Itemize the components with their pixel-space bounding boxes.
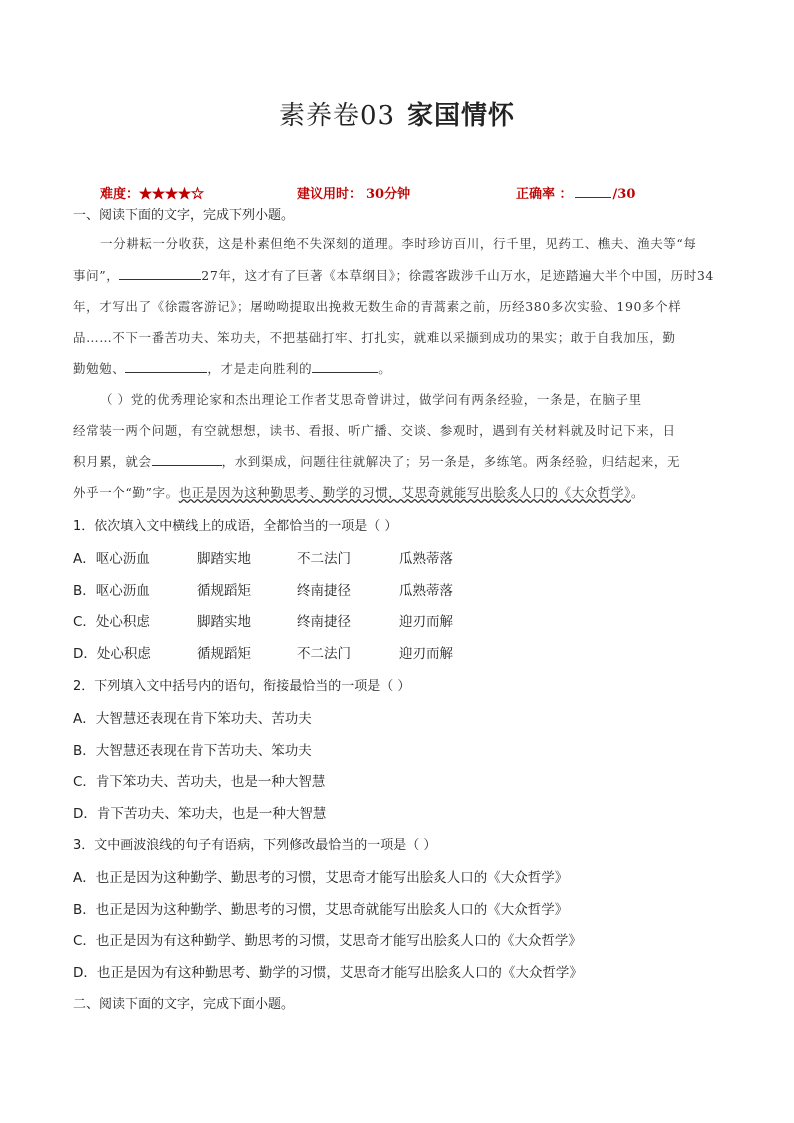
option-cell: 终南捷径: [297, 614, 351, 630]
passage-line: 经常装一两个问题，有空就想想，读书、看报、听广播、交谈、参观时，遇到有关材料就及时记下来，日: [73, 423, 676, 438]
passage-line: 一分耕耘一分收获，这是朴素但绝不失深刻的道理。李时珍访百川，行千里，见药工、樵夫、渔夫等“每: [100, 236, 697, 251]
passage-line: 年，才写出了《徐霞客游记》；屠呦呦提取出挽救无数生命的青蒿素之前，历经380多次实验、190多个样: [73, 299, 682, 314]
question-3-stem: 3．文中画波浪线的句子有语病，下列修改最恰当的一项是（ ）: [73, 838, 437, 853]
passage-line: 品……不下一番苦功夫、笨功夫，不把基础打牢、打扎实，就难以采撷到成功的果实；敢于自我加压，勤: [73, 330, 676, 345]
option-cell: 循规蹈矩: [197, 646, 251, 662]
option-cell: 迎刃而解: [399, 614, 453, 630]
passage-line: [100, 390, 642, 408]
passage-line: [73, 483, 644, 501]
suggested-time: [297, 183, 410, 202]
option-cell: 瓜熟蒂落: [399, 551, 453, 567]
option-cell: 脚踏实地: [197, 614, 251, 630]
passage-text: 勤勉勉、: [73, 361, 126, 376]
option-cell: 瓜熟蒂落: [399, 583, 453, 599]
option-cell: 不二法门: [297, 646, 351, 662]
question-2-option-c: C．肯下笨功夫、苦功夫，也是一种大智慧: [73, 774, 326, 790]
option-cell: 不二法门: [297, 551, 351, 567]
section1-heading: 一、阅读下面的文字，完成下列小题。: [73, 208, 295, 223]
question-3-option-b: B．也正是因为这种勤学、勤思考的习惯，艾思奇就能写出脍炙人口的《大众哲学》: [73, 902, 569, 918]
question-3-option-d: D．也正是因为有这种勤思考、勤学的习惯，艾思奇才能写出脍炙人口的《大众哲学》: [73, 965, 583, 981]
fill-blank: [152, 452, 222, 466]
accuracy-label: 正确率 ：: [516, 187, 573, 202]
passage-text: 外乎一个“勤”字。: [73, 485, 179, 500]
option-cell: D．处心积虑: [73, 646, 151, 662]
option-cell: 脚踏实地: [197, 551, 251, 567]
passage-text: 事问”，: [73, 268, 120, 283]
page-title: [0, 95, 794, 132]
question-2-option-d: D．肯下苦功夫、笨功夫，也是一种大智慧: [73, 806, 327, 822]
time-value: 30分钟: [366, 187, 411, 202]
passage-text: 积月累，就会: [73, 454, 152, 469]
title-code: 素养卷03: [278, 101, 396, 131]
passage-text: 。: [378, 361, 392, 376]
passage-text: ，水到渠成，问题往往就解决了；另一条是，多练笔。两条经验，归结起来，无: [221, 454, 681, 469]
title-main: 家国情怀: [407, 101, 516, 131]
option-cell: A．呕心沥血: [73, 551, 150, 567]
option-cell: 终南捷径: [297, 583, 351, 599]
question-2-option-a: A．大智慧还表现在肯下笨功夫、苦功夫: [73, 711, 312, 727]
time-label: 建议用时：: [297, 187, 363, 202]
section2-heading: 二、阅读下面的文字，完成下面小题。: [73, 997, 295, 1012]
difficulty: [100, 183, 204, 202]
wavy-underlined-sentence: 也正是因为这种勤思考、勤学的习惯，艾思奇就能写出脍炙人口的《大众哲学》: [178, 485, 631, 500]
passage-line: [73, 452, 680, 470]
option-cell: 循规蹈矩: [197, 583, 251, 599]
passage-text: 27年，这才有了巨著《本草纲目》；徐霞客跋涉千山万水，足迹踏遍大半个中国，历时34: [201, 268, 714, 283]
question-2-option-b: B．大智慧还表现在肯下苦功夫、笨功夫: [73, 743, 312, 759]
accuracy-blank: [575, 186, 611, 198]
passage-text: 。: [630, 485, 645, 500]
fill-blank: [119, 266, 201, 280]
option-cell: B．呕心沥血: [73, 583, 150, 599]
fill-blank: [125, 359, 207, 373]
difficulty-label: 难度：: [100, 187, 140, 202]
option-cell: 迎刃而解: [399, 646, 453, 662]
fill-blank: [312, 359, 378, 373]
question-1-stem: 1．依次填入文中横线上的成语，全都恰当的一项是（ ）: [73, 519, 398, 534]
difficulty-stars: ★★★★☆: [139, 187, 205, 202]
question-3-option-a: A．也正是因为这种勤学、勤思考的习惯，艾思奇才能写出脍炙人口的《大众哲学》: [73, 870, 569, 886]
question-2-stem: 2．下列填入文中括号内的语句，衔接最恰当的一项是（ ）: [73, 679, 411, 694]
option-cell: C．处心积虑: [73, 614, 150, 630]
passage-text: 党的优秀理论家和杰出理论工作者艾思奇曾讲过，做学问有两条经验，一条是，在脑子里: [130, 392, 642, 407]
bracket-blank: （ ）: [100, 392, 131, 407]
passage-line: [73, 266, 714, 284]
question-3-option-c: C．也正是因为有这种勤学、勤思考的习惯，艾思奇才能写出脍炙人口的《大众哲学》: [73, 933, 582, 949]
accuracy-total: /30: [612, 187, 636, 202]
passage-text: ，才是走向胜利的: [207, 361, 313, 376]
passage-line: [73, 359, 391, 377]
accuracy: [516, 183, 635, 202]
